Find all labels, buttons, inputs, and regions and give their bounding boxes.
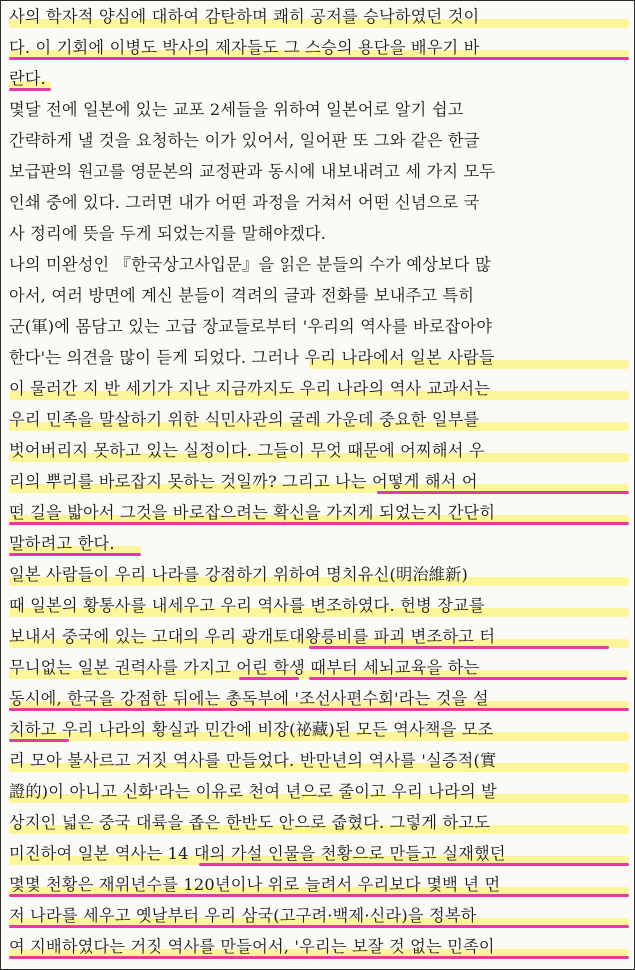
line-text: 여 지배하였다는 거짓 역사를 만들어서, '우리는 보잘 것 없는 민족이 — [9, 937, 495, 956]
text-line — [9, 342, 629, 373]
underline-mark — [9, 956, 629, 959]
text-line — [9, 900, 629, 931]
text-line — [9, 249, 629, 280]
line-text: 일본 사람들이 우리 나라를 강점하기 위하여 명치유신(明治維新) — [9, 565, 469, 584]
text-line — [9, 280, 629, 311]
line-text: 무니없는 일본 권력사를 가지고 어린 학생 때부터 세뇌교육을 하는 — [9, 658, 480, 677]
line-text: 리의 뿌리를 바로잡지 못하는 것일까? 그리고 나는 어떻게 해서 어 — [9, 472, 478, 491]
text-line — [9, 156, 629, 187]
text-line — [9, 187, 629, 218]
line-text: 보급판의 원고를 영문본의 교정판과 동시에 내보내려고 세 가지 모두 — [9, 162, 496, 181]
line-text: 한다'는 의견을 많이 듣게 되었다. 그러나 우리 나라에서 일본 사람들 — [9, 348, 495, 367]
line-text: 몇몇 천황은 재위년수를 120년이나 위로 늘려서 우리보다 몇백 년 먼 — [9, 875, 501, 894]
line-text: 말하려고 한다. — [9, 534, 115, 553]
line-text: 상지인 넓은 중국 대륙을 좁은 한반도 안으로 줍혔다. 그렇게 하고도 — [9, 813, 491, 832]
line-text: 보내서 중국에 있는 고대의 우리 광개토대왕릉비를 파괴 변조하고 터 — [9, 627, 496, 646]
underline-mark — [377, 491, 629, 494]
underline-mark — [9, 739, 69, 742]
line-text: 군(軍)에 몸담고 있는 고급 장교들로부터 '우리의 역사를 바로잡아야 — [9, 317, 493, 336]
line-text: 證的)이 아니고 신화'라는 이유로 천여 년으로 줄이고 우리 나라의 발 — [9, 782, 497, 801]
line-text: 아서, 여러 방면에 계신 분들이 격려의 글과 전화를 보내주고 특히 — [9, 286, 475, 305]
line-text: 다. 이 기회에 이병도 박사의 제자들도 그 스승의 용단을 배우기 바 — [9, 38, 480, 57]
line-text: 인쇄 중에 있다. 그러면 내가 어떤 과정을 거쳐서 어떤 신념으로 국 — [9, 193, 480, 212]
line-text: 우리 민족을 말살하기 위한 식민사관의 굴레 가운데 중요한 일부를 — [9, 410, 480, 429]
text-line — [9, 652, 629, 683]
line-text: 몇달 전에 일본에 있는 교포 2세들을 위하여 일본어로 알기 쉽고 — [9, 100, 464, 119]
line-text: 사 정리에 뜻을 두게 되었는지를 말해야겠다. — [9, 224, 327, 243]
underline-mark — [9, 88, 51, 91]
line-text: 이 물러간 지 반 세기가 지난 지금까지도 우리 나라의 역사 교과서는 — [9, 379, 491, 398]
line-text: 치하고 우리 나라의 황실과 민간에 비장(祕藏)된 모든 역사책을 모조 — [9, 720, 494, 739]
text-line — [9, 218, 629, 249]
text-line — [9, 466, 629, 497]
text-line — [9, 373, 629, 404]
line-text: 벗어버리지 못하고 있는 실정이다. 그들이 무엇 때문에 어찌해서 우 — [9, 441, 485, 460]
text-line — [9, 621, 629, 652]
text-line — [9, 497, 629, 528]
line-text: 때 일본의 황통사를 내세우고 우리 역사를 변조하였다. 헌병 장교를 — [9, 596, 485, 615]
underline-mark — [9, 522, 629, 525]
text-line — [9, 683, 629, 714]
underline-mark — [199, 863, 629, 866]
line-text: 나의 미완성인 『한국상고사입문』을 읽은 분들의 수가 예상보다 많 — [9, 255, 491, 274]
line-text: 사의 학자적 양심에 대하여 감탄하며 쾌히 공저를 승낙하였던 것이 — [9, 7, 480, 26]
underline-mark — [309, 646, 609, 649]
text-line — [9, 125, 629, 156]
underline-mark — [9, 925, 629, 928]
line-text: 저 나라를 세우고 옛날부터 우리 삼국(고구려·백제·신라)을 정복하 — [9, 906, 477, 925]
line-text: 리 모아 불사르고 거짓 역사를 만들었다. 반만년의 역사를 '실증적(實 — [9, 751, 497, 770]
underline-mark — [9, 57, 629, 60]
text-line — [9, 869, 629, 900]
underline-mark — [309, 677, 627, 680]
text-line — [9, 931, 629, 962]
text-line — [9, 776, 629, 807]
underline-mark — [9, 553, 141, 556]
text-line — [9, 63, 629, 94]
line-text: 간략하게 낼 것을 요청하는 이가 있어서, 일어판 또 그와 같은 한글 — [9, 131, 480, 150]
text-line — [9, 1, 629, 32]
line-text: 란다. — [9, 69, 47, 88]
line-text: 동시에, 한국을 강점한 뒤에는 총독부에 '조선사편수회'라는 것을 설 — [9, 689, 489, 708]
text-line — [9, 559, 629, 590]
line-text: 떤 길을 밟아서 그것을 바로잡으려는 확신을 가지게 되었는지 간단히 — [9, 503, 496, 522]
text-line — [9, 528, 629, 559]
underline-mark — [9, 894, 629, 897]
text-line — [9, 838, 629, 869]
underline-mark — [239, 677, 299, 680]
text-line — [9, 94, 629, 125]
underline-mark — [9, 708, 629, 711]
text-line — [9, 807, 629, 838]
text-line — [9, 404, 629, 435]
text-line — [9, 311, 629, 342]
text-line — [9, 32, 629, 63]
text-line — [9, 714, 629, 745]
text-line — [9, 590, 629, 621]
text-line — [9, 745, 629, 776]
line-text: 미진하여 일본 역사는 14 대의 가설 인물을 천황으로 만들고 실재했던 — [9, 844, 506, 863]
text-line — [9, 435, 629, 466]
